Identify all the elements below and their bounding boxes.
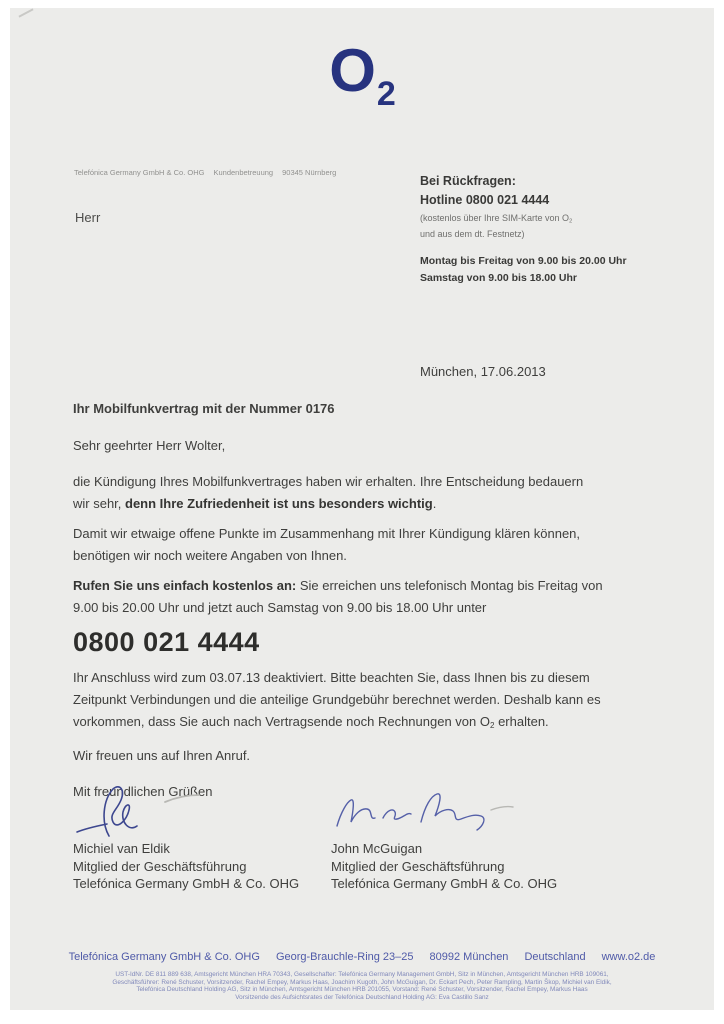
scan-artifact [18,8,33,17]
o2-logo-letter: O [329,37,376,104]
footer-city: 80992 München [429,951,509,963]
o2-logo-subscript: 2 [376,75,396,113]
signature-area [73,782,589,893]
footer-street: Georg-Brauchle-Ring 23–25 [275,951,414,963]
fine-print-line-4: Vorsitzende des Aufsichtsrates der Telefónica Deutschland Holding AG: Eva Castillo Sanz [235,994,489,1002]
closing-line: Mit freundlichen Grüßen [73,784,213,799]
fine-print-line-1: UST-IdNr. DE 811 889 638, Amtsgericht München HRA 70343, Gesellschafter: Telefónica Germany Management GmbH, Sitz in München, Amtsgericht München HRB 109061, [115,971,609,978]
signer-role: Mitglied der Geschäftsführung [331,858,505,874]
hours-weekdays: Montag bis Freitag von 9.00 bis 20.00 Uhr [420,255,627,268]
sender-department: Kundenbetreuung [213,168,274,177]
signer-name: Michiel van Eldik [73,841,170,856]
hotline-note-line2: und aus dem dt. Festnetz) [420,229,525,240]
fine-print-line-2: Geschäftsführer: René Schuster, Vorsitzender, Rachel Empey, Markus Haas, Joachim Kugoth, John McGuigan, Dr. Eckart Pech, Peter Rampling, Martin Škop, Michiel van Eldik, [112,978,612,986]
footer-company-line [0,951,724,963]
footer-country: Deutschland [524,951,586,963]
footer-company-name: Telefónica Germany GmbH & Co. OHG [68,951,260,963]
hotline-number: Hotline 0800 021 4444 [420,193,550,207]
contact-info-block [420,172,627,287]
o2-logo [0,36,724,113]
date-line: München, 17.06.2013 [420,364,546,379]
paragraph-4: Ihr Anschluss wird zum 03.07.13 deaktiviert. Bitte beachten Sie, dass Ihnen bis zu diesem Zeitpunkt Verbindungen und die anteilige Grundgebühr berechnet werden. Deshalb kann es vorkommen, dass Sie auch nach Vertragsende noch Rechnungen von O2 erhalten. [73,670,601,730]
subject-line: Ihr Mobilfunkvertrag mit der Nummer 0176 [73,401,335,416]
fine-print-line-3: Telefónica Deutschland Holding AG, Sitz in München, Amtsgericht München HRB 201055, Vorstand: René Schuster, Vorsitzender, Rachel Empey, Markus Haas [136,986,588,994]
signer-company: Telefónica Germany GmbH & Co. OHG [331,876,558,891]
hotline-note-line1: (kostenlos über Ihre SIM-Karte von O2 [420,213,573,225]
paragraph-5: Wir freuen uns auf Ihren Anruf. [73,748,251,763]
paragraph-1: die Kündigung Ihres Mobilfunkvertrages haben wir erhalten. Ihre Entscheidung bedauern wir sehr, denn Ihre Zufriedenheit ist uns besonders wichtig. [73,474,584,511]
sender-return-address [74,168,345,177]
service-hours [420,253,627,287]
large-phone-number: 0800 021 4444 [73,627,260,657]
letter-body [73,398,603,811]
paragraph-3: Rufen Sie uns einfach kostenlos an: Sie erreichen uns telefonisch Montag bis Freitag von 9.00 bis 20.00 Uhr und jetzt auch Samstag von 9.00 bis 18.00 Uhr unter [73,578,603,615]
footer-website: www.o2.de [601,951,656,963]
hours-saturday: Samstag von 9.00 bis 18.00 Uhr [420,272,577,285]
sender-city: 90345 Nürnberg [282,168,337,177]
o2-subscript: 2 [569,218,573,225]
handwritten-signature-icon [331,782,551,840]
handwritten-signature-icon [73,782,293,840]
paragraph-2: Damit wir etwaige offene Punkte im Zusammenhang mit Ihrer Kündigung klären können, benötigen wir noch weitere Angaben von Ihnen. [73,526,581,563]
salutation: Sehr geehrter Herr Wolter, [73,438,226,453]
signer-company: Telefónica Germany GmbH & Co. OHG [73,876,300,891]
signer-name: John McGuigan [331,841,423,856]
o2-subscript: 2 [489,721,495,730]
recipient-salutation: Herr [75,210,101,225]
footer-fine-print [0,971,724,1002]
contact-heading: Bei Rückfragen: [420,174,516,188]
sender-company: Telefónica Germany GmbH & Co. OHG [74,168,205,177]
signer-role: Mitglied der Geschäftsführung [73,858,247,874]
signature-block-left [73,782,331,893]
signature-block-right [331,782,589,893]
